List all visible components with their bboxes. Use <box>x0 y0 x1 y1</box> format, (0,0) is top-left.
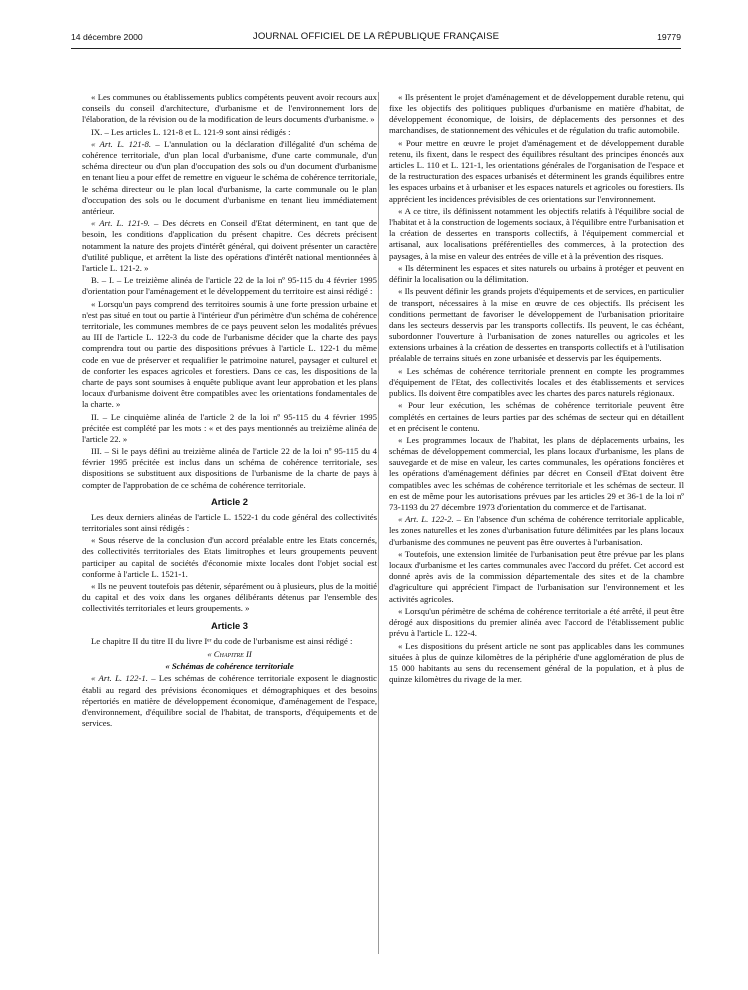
paragraph: « Les programmes locaux de l'habitat, les plans de déplacements urbains, les schémas de développement commercial, les plans locaux d'urbanisme, les plans de sauvegarde et de mise en valeur, les cartes communales, les opérations foncières et les opérations d'aménagement définies par décret en Conseil d'Etat doivent être compatibles avec les schémas de cohérence territoriale et les schémas de secteur. Il en est de même pour les autorisations prévues par les articles 29 et 36-1 de la loi nº 73-1193 du 27 décembre 1973 d'orientation du commerce et de l'artisanat. <box>389 435 684 512</box>
paragraph-text: – L'annulation ou la déclaration d'illégalité d'un schéma de cohérence territoriale, d'un plan local d'urbanisme, d'une carte communale, d'un schéma directeur ou d'un plan d'occupation des sols ou d'un document d'urbanisme en tenant lieu a pour effet de remettre en vigueur le schéma de cohérence territoriale, le schéma directeur ou le plan local d'urbanisme, la carte communale ou le plan d'occupation des sols ou le document d'urbanisme en tenant lieu immédiatement antérieur. <box>82 139 377 216</box>
paragraph-text: – En l'absence d'un schéma de cohérence territoriale applicable, les zones naturelles et les zones d'urbanisation future délimitées par les plans locaux d'urbanisme des communes ne peuvent pas être ouvertes à l'urbanisation. <box>389 514 684 547</box>
article-reference: « Art. L. 122-2. <box>398 514 454 525</box>
paragraph: II. – Le cinquième alinéa de l'article 2 de la loi nº 95-115 du 4 février 1995 précitée est complété par les mots : « et des pays mentionnés au treizième alinéa de l'article 22. » <box>82 411 377 444</box>
paragraph: « Ils présentent le projet d'aménagement et de développement durable retenu, qui fixe les objectifs des politiques publiques d'urbanisme en matière d'habitat, de développement économique, de loisirs, de déplacements des personnes et des marchandises, de stationnement des véhicules et de régulation du trafic automobile. <box>389 92 684 136</box>
paragraph: Le chapitre II du titre II du livre Iᵉʳ du code de l'urbanisme est ainsi rédigé : <box>91 635 353 646</box>
paragraph <box>82 218 377 274</box>
paragraph: « A ce titre, ils définissent notamment les objectifs relatifs à l'équilibre social de l'habitat et à la construction de logements sociaux, à l'équilibre entre l'urbanisation et la création de dessertes en transports collectifs, à l'équipement commercial et artisanal, aux localisations préférentielles des commerces, à la protection des paysages, à la mise en valeur des entrées de ville et à la prévention des risques. <box>389 205 684 261</box>
paragraph <box>82 673 377 729</box>
column-divider <box>378 92 379 954</box>
paragraph-text: – Les schémas de cohérence territoriale exposent le diagnostic établi au regard des prévisions économiques et démographiques et des besoins répertoriés en matière de développement économique, d'aménagement de l'espace, d'environnement, d'équilibre social de l'habitat, de transports, d'équipements et de services. <box>82 673 377 729</box>
paragraph: « Lorsqu'un périmètre de schéma de cohérence territoriale a été arrêté, il peut être dérogé aux dispositions du premier alinéa avec l'accord de l'établissement public prévu à l'article L. 122-4. <box>389 605 684 639</box>
paragraph: « Ils peuvent définir les grands projets d'équipements et de services, en particulier de transport, nécessaires à la mise en œuvre de ces objectifs. Ils précisent les conditions permettant de favoriser le développement de l'urbanisation prioritaire dans les secteurs desservis par les transports collectifs. Ils peuvent, le cas échéant, subordonner l'ouverture à l'urbanisation de zones naturelles ou agricoles et les extensions urbaines à la création de dessertes en transports collectifs et à l'utilisation préalable de terrains situés en zone urbanisée et desservis par les équipements. <box>389 286 684 364</box>
paragraph: « Lorsqu'un pays comprend des territoires soumis à une forte pression urbaine et n'est pas situé en tout ou partie à l'intérieur d'un périmètre d'un schéma de cohérence territoriale, les communes membres de ce pays peuvent selon les modalités prévues au III de l'article L. 122-3 du code de l'urbanisme décider que la charte des pays comprendra tout ou partie des dispositions prévues à l'article L. 122-1 du même code en vue de préserver et requalifier le patrimoine naturel, paysager et culturel et de conforter les espaces agricoles et forestiers. Dans ce cas, les dispositions de la charte de pays sont soumises à enquête publique avant leur approbation et les plans locaux d'urbanisme doivent être compatibles avec les orientations fondamentales de la charte. » <box>82 298 377 410</box>
paragraph: IX. – Les articles L. 121-8 et L. 121-9 sont ainsi rédigés : <box>91 126 291 137</box>
paragraph: « Les schémas de cohérence territoriale prennent en compte les programmes d'équipement de l'Etat, des collectivités locales et des établissements et services publics. Ils doivent être compatibles avec les chartes des parcs naturels régionaux. <box>389 365 684 398</box>
paragraph: « Ils ne peuvent toutefois pas détenir, séparément ou à plusieurs, plus de la moitié du capital et des voix dans les organes délibérants détenus par l'ensemble des collectivités territoriales et leurs groupements. » <box>82 581 377 614</box>
article-reference: « Art. L. 121-8. <box>91 139 152 149</box>
paragraph: III. – Si le pays défini au treizième alinéa de l'article 22 de la loi nº 95-115 du 4 février 1995 précitée est inclus dans un schéma de cohérence territoriale, ses dispositions se substituent aux dispositions de l'urbanisme de la charte de pays à compter de l'approbation de ce schéma de cohérence territoriale. <box>82 446 377 490</box>
page-header <box>71 30 681 44</box>
header-date: 14 décembre 2000 <box>71 32 143 42</box>
paragraph: « Pour mettre en œuvre le projet d'aménagement et de développement durable retenu, ils fixent, dans le respect des équilibres résultant des principes énoncés aux articles L. 110 et L. 121-1, les orientations générales de l'organisation de l'espace et de la restructuration des espaces urbanisés et déterminent les grands équilibres entre les espaces urbains et à urbaniser et les espaces naturels et agricoles ou forestiers. Ils apprécient les incidences prévisibles de ces orientations sur l'environnement. <box>389 137 684 204</box>
article-reference: « Art. L. 121-9. <box>91 218 150 229</box>
header-rule <box>71 48 681 49</box>
chapter-title: « Chapitre II <box>207 648 252 659</box>
paragraph: « Ils déterminent les espaces et sites naturels ou urbains à protéger et peuvent en définir la localisation ou la délimitation. <box>389 262 684 285</box>
paragraph: « Toutefois, une extension limitée de l'urbanisation peut être prévue par les plans locaux d'urbanisme et les cartes communales avec l'accord du préfet. Cet accord est donné après avis de la commission départementale des sites et de la chambre d'agriculture qui apprécient l'impact de l'urbanisation sur l'environnement et les activités agricoles. <box>389 548 684 604</box>
journal-title: JOURNAL OFFICIEL DE LA RÉPUBLIQUE FRANÇAISE <box>252 31 500 42</box>
paragraph <box>389 514 684 547</box>
paragraph: « Pour leur exécution, les schémas de cohérence territoriale peuvent être complétés en certaines de leurs parties par des schémas de secteur qui en détaillent et en précisent le contenu. <box>389 400 684 433</box>
left-column <box>82 92 377 729</box>
chapter-subtitle: « Schémas de cohérence territoriale <box>165 661 294 672</box>
paragraph: B. – I. – Le treizième alinéa de l'article 22 de la loi nº 95-115 du 4 février 1995 d'orientation pour l'aménagement et le développement du territoire est ainsi rédigé : <box>82 275 377 297</box>
paragraph: « Sous réserve de la conclusion d'un accord préalable entre les Etats concernés, des collectivités territoriales des Etats limitrophes et leurs groupements peuvent participer au capital de sociétés d'économie mixte locales dont l'objet social est conforme à l'article L. 1521-1. <box>82 535 377 579</box>
page-number: 19779 <box>657 32 681 42</box>
right-column <box>389 92 684 685</box>
article-heading: Article 2 <box>211 495 248 507</box>
paragraph: Les deux derniers alinéas de l'article L. 1522-1 du code général des collectivités territoriales sont ainsi rédigés : <box>82 511 377 533</box>
paragraph <box>82 139 377 217</box>
article-heading: Article 3 <box>211 619 248 631</box>
paragraph: « Les communes ou établissements publics compétents peuvent avoir recours aux conseils du conseil d'architecture, d'urbanisme et de l'environnement lors de l'élaboration, de la révision ou de la modification de leurs documents d'urbanisme. » <box>82 92 377 125</box>
paragraph: « Les dispositions du présent article ne sont pas applicables dans les communes situées à plus de quinze kilomètres de la périphérie d'une agglomération de plus de 15 000 habitants au sens du recensement général de la population, et à plus de quinze kilomètres du rivage de la mer. <box>389 640 684 685</box>
paragraph-text: – Des décrets en Conseil d'Etat déterminent, en tant que de besoin, les conditions d'application du présent chapitre. Ces décrets précisent notamment la nature des projets d'intérêt général, qui doivent présenter un caractère d'utilité publique, et arrêtent la liste des opérations d'intérêt national mentionnées à l'article L. 121-2. » <box>82 218 377 273</box>
article-reference: « Art. L. 122-1. <box>91 673 148 684</box>
